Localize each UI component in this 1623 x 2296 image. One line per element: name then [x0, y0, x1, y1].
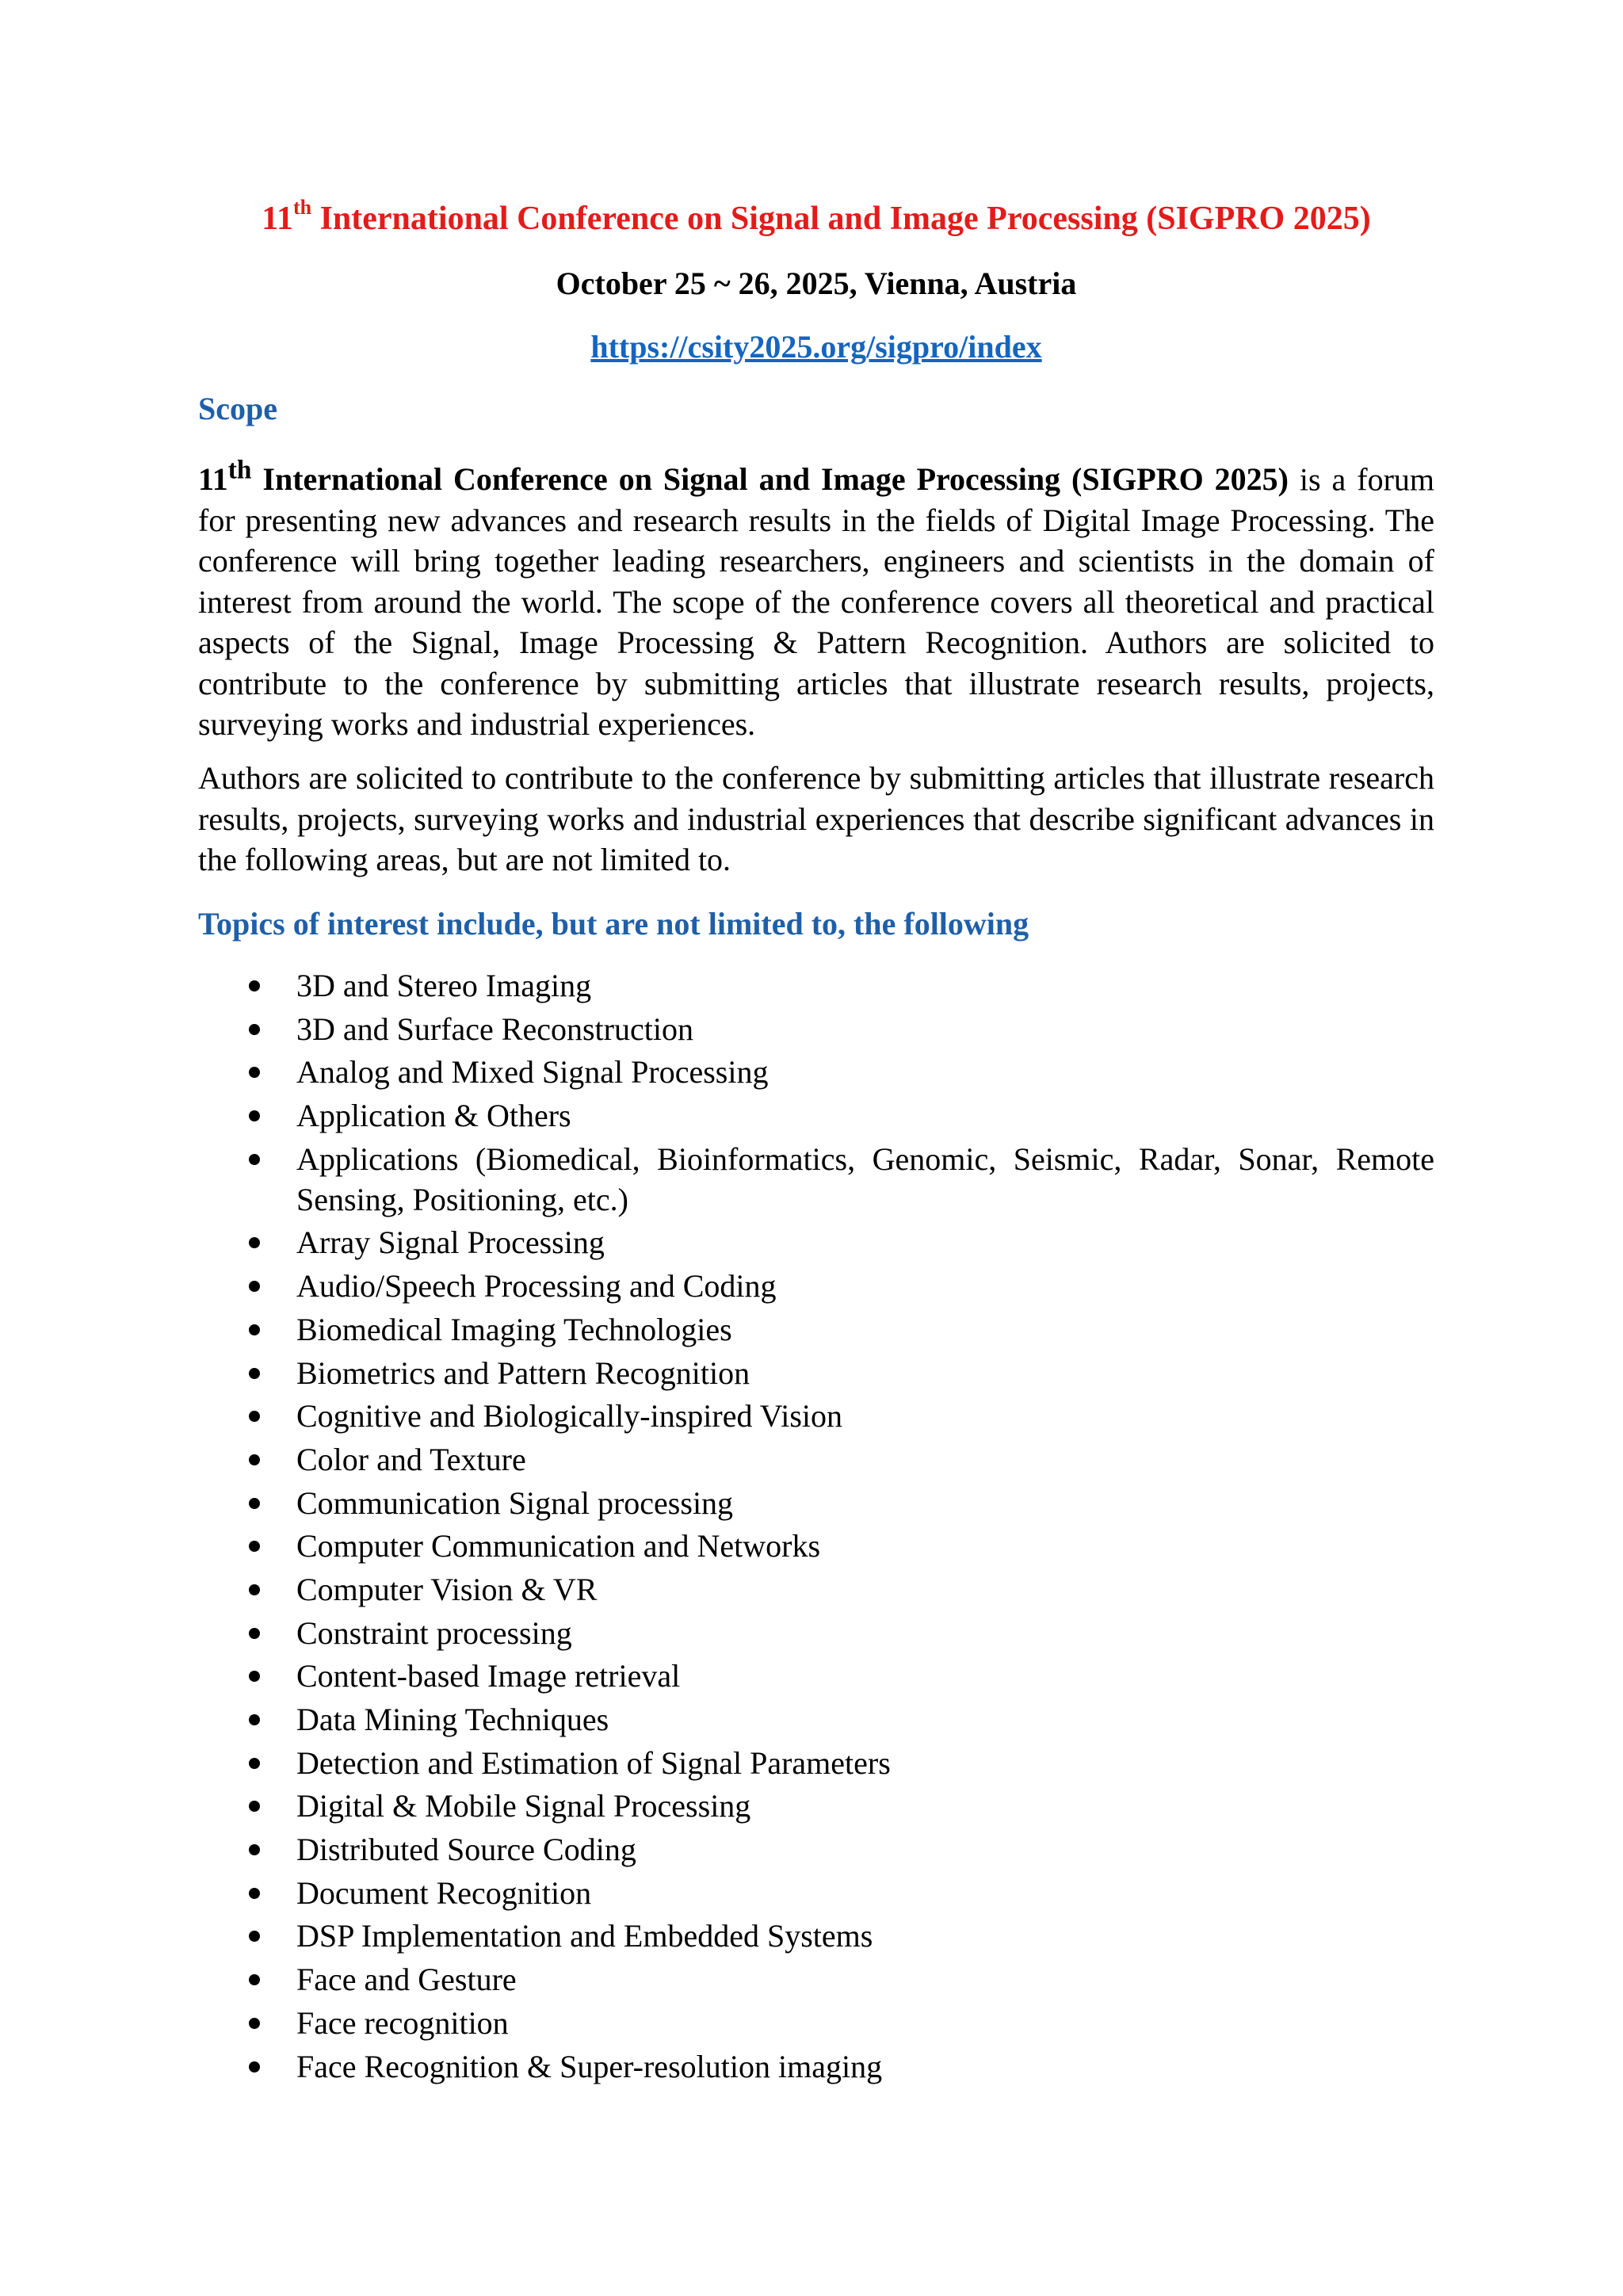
- bullet-icon: [249, 1498, 260, 1509]
- topic-label: Communication Signal processing: [296, 1484, 734, 1521]
- topic-label: Distributed Source Coding: [296, 1832, 636, 1868]
- bullet-icon: [249, 1024, 260, 1035]
- topic-item: [198, 1222, 1434, 1263]
- bullet-icon: [249, 1801, 260, 1812]
- bullet-icon: [249, 1931, 260, 1942]
- bullet-icon: [249, 1324, 260, 1335]
- topic-item: [198, 1309, 1434, 1350]
- scope-intro-bold: [198, 456, 1289, 498]
- solicitation-paragraph: Authors are solicited to contribute to the conference by submitting articles that illustrate research results, projects, surveying works and industrial experiences that describe significant advances in the following areas, but are not limited to.: [198, 760, 1434, 877]
- conference-title: [198, 197, 1434, 241]
- bullet-icon: [249, 2018, 260, 2029]
- topic-label: Face Recognition & Super-resolution imaging: [296, 2048, 883, 2084]
- bullet-icon: [249, 1888, 260, 1899]
- topic-item: [198, 1439, 1434, 1480]
- bullet-icon: [249, 1067, 260, 1078]
- bullet-icon: [249, 1110, 260, 1121]
- bullet-icon: [249, 1237, 260, 1248]
- title-text: International Conference on Signal and Image Processing (SIGPRO 2025): [311, 201, 1371, 237]
- intro-number: 11: [198, 461, 228, 498]
- bullet-icon: [249, 1154, 260, 1165]
- topic-label: Analog and Mixed Signal Processing: [296, 1054, 769, 1091]
- topic-label: Color and Texture: [296, 1441, 526, 1477]
- topic-item: [198, 1052, 1434, 1092]
- bullet-icon: [249, 1541, 260, 1552]
- topic-label: Computer Vision & VR: [296, 1571, 598, 1607]
- bullet-icon: [249, 1368, 260, 1379]
- bullet-icon: [249, 1844, 260, 1855]
- topic-item: [198, 1699, 1434, 1740]
- topic-item: [198, 2046, 1434, 2087]
- bullet-icon: [249, 980, 260, 991]
- topic-label: Audio/Speech Processing and Coding: [296, 1268, 777, 1305]
- bullet-icon: [249, 1671, 260, 1682]
- bullet-icon: [249, 2061, 260, 2073]
- topic-label: Cognitive and Biologically-inspired Vision: [296, 1398, 843, 1435]
- topics-heading: Topics of interest include, but are not limited to, the following: [198, 906, 1029, 942]
- topic-item: [198, 1526, 1434, 1566]
- topic-label: Document Recognition: [296, 1874, 592, 1911]
- topic-item: [198, 1959, 1434, 2000]
- topic-label: DSP Implementation and Embedded Systems: [296, 1918, 873, 1954]
- bullet-icon: [249, 1584, 260, 1595]
- topic-item: [198, 1009, 1434, 1049]
- topic-item: [198, 1873, 1434, 1913]
- topic-item: [198, 1569, 1434, 1610]
- bullet-icon: [249, 1281, 260, 1292]
- topic-item: [198, 1656, 1434, 1696]
- bullet-icon: [249, 1454, 260, 1465]
- topic-label: Array Signal Processing: [296, 1224, 605, 1261]
- title-number: 11: [262, 201, 293, 237]
- topic-label: Data Mining Techniques: [296, 1702, 609, 1737]
- topic-item: [198, 1613, 1434, 1653]
- topic-label: 3D and Stereo Imaging: [296, 968, 592, 1003]
- topic-item: [198, 1353, 1434, 1393]
- bullet-icon: [249, 1411, 260, 1422]
- topic-item: [198, 1396, 1434, 1436]
- topic-item: [198, 1916, 1434, 1956]
- topic-item: [198, 965, 1434, 1006]
- bullet-icon: [249, 1758, 260, 1769]
- scope-heading: Scope: [198, 391, 277, 426]
- topic-label: Digital & Mobile Signal Processing: [296, 1788, 751, 1824]
- topic-label: Biometrics and Pattern Recognition: [296, 1354, 750, 1391]
- intro-conference-name: International Conference on Signal and Image Processing (SIGPRO 2025): [251, 461, 1289, 498]
- title-ordinal-suffix: th: [292, 196, 312, 219]
- topic-label: 3D and Surface Reconstruction: [296, 1010, 693, 1047]
- conference-url-link[interactable]: https://csity2025.org/sigpro/index: [590, 329, 1042, 365]
- topic-label: Detection and Estimation of Signal Parameters: [296, 1744, 891, 1781]
- topic-label: Constraint processing: [296, 1614, 572, 1651]
- topic-item: [198, 1743, 1434, 1783]
- topic-item: [198, 1483, 1434, 1523]
- topic-label: Applications (Biomedical, Bioinformatics, Genomic, Seismic, Radar, Sonar, Remote Sensing, Positioning, etc.): [296, 1140, 1434, 1217]
- topic-item: [198, 2003, 1434, 2043]
- topic-item: [198, 1095, 1434, 1136]
- conference-dates: October 25 ~ 26, 2025, Vienna, Austria: [556, 266, 1077, 301]
- topic-label: Face recognition: [296, 2004, 509, 2041]
- topic-item: [198, 1786, 1434, 1826]
- intro-ordinal-suffix: th: [227, 456, 252, 485]
- scope-paragraph: [198, 450, 1434, 745]
- conference-url-container: [198, 325, 1434, 369]
- topic-label: Computer Communication and Networks: [296, 1528, 821, 1564]
- topic-item: [198, 1829, 1434, 1870]
- scope-intro-text: is a forum for presenting new advances and research results in the fields of Digital Image Processing. The conference will bring together leading researchers, engineers and scientists in the domain of interest from around the world. The scope of the conference covers all theoretical and practical aspects of the Signal, Image Processing & Pattern Recognition. Authors are solicited to contribute to the conference by submitting articles that illustrate research results, projects, surveying works and industrial experiences.: [198, 461, 1435, 743]
- topic-item: [198, 1266, 1434, 1306]
- topics-list: [198, 965, 1434, 2089]
- topic-label: Content-based Image retrieval: [296, 1658, 681, 1694]
- topic-label: Biomedical Imaging Technologies: [296, 1311, 732, 1347]
- topic-label: Application & Others: [296, 1098, 571, 1134]
- bullet-icon: [249, 1714, 260, 1725]
- bullet-icon: [249, 1974, 260, 1985]
- topic-label: Face and Gesture: [296, 1962, 517, 1998]
- bullet-icon: [249, 1628, 260, 1639]
- topic-item: [198, 1139, 1434, 1220]
